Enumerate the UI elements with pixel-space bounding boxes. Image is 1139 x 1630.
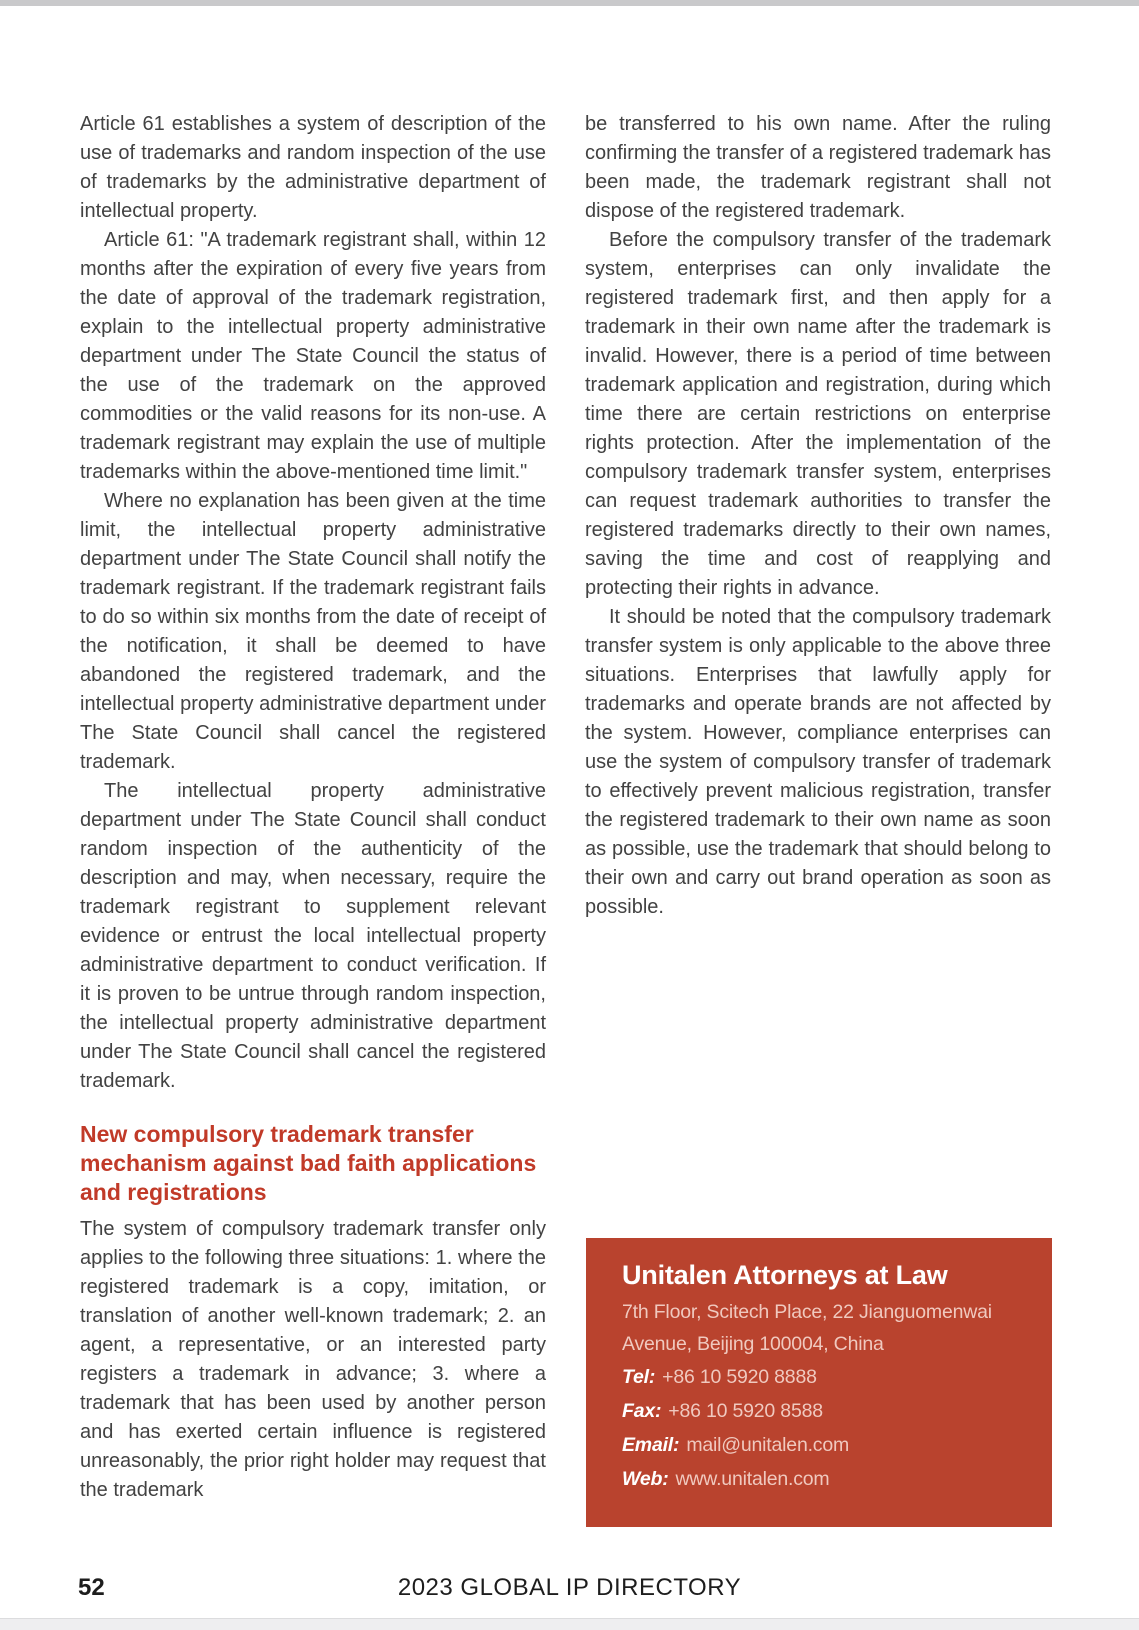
address-line: Avenue, Beijing 100004, China xyxy=(622,1333,884,1355)
contact-row xyxy=(622,1428,1020,1462)
body-paragraph: Article 61: "A trademark registrant shall, within 12 months after the expiration of every five years from the date of approval of the trademark registration, explain to the intellectual property administrative department under The State Council the status of the use of the trademark on the approved commodities or the valid reasons for its non-use. A trademark registrant may explain the use of multiple trademarks within the above-mentioned time limit." xyxy=(80,229,546,483)
contact-value: www.unitalen.com xyxy=(675,1468,830,1490)
body-paragraph: Article 61 establishes a system of description of the use of trademarks and random inspection of the use of trademarks by the administrative department of intellectual property. xyxy=(80,113,546,222)
contact-rows xyxy=(622,1360,1020,1496)
section-heading: New compulsory trademark transfer mechanism against bad faith applications and registrations xyxy=(80,1121,537,1205)
contact-label: Fax: xyxy=(622,1400,662,1422)
contact-value: +86 10 5920 8588 xyxy=(668,1400,823,1422)
publication-title: 2023 GLOBAL IP DIRECTORY xyxy=(397,1574,742,1601)
firm-name: Unitalen Attorneys at Law xyxy=(622,1260,948,1290)
contact-label: Email: xyxy=(622,1434,680,1456)
left-column xyxy=(80,110,546,1505)
body-paragraph: The intellectual property administrative department under The State Council shall conduct random inspection of the authenticity of the description and may, when necessary, require the trademark registrant to supplement relevant evidence or entrust the local intellectual property administrative department to conduct verification. If it is proven to be untrue through random inspection, the intellectual property administrative department under The State Council shall cancel the registered trademark. xyxy=(80,780,546,1092)
left-column-section-paragraphs xyxy=(80,1215,546,1505)
contact-value: mail@unitalen.com xyxy=(686,1434,850,1456)
contact-row xyxy=(622,1394,1020,1428)
body-paragraph: be transferred to his own name. After the ruling confirming the transfer of a registered trademark has been made, the trademark registrant shall not dispose of the registered trademark. xyxy=(585,113,1051,222)
firm-address xyxy=(622,1296,1020,1360)
page-number: 52 xyxy=(78,1574,105,1601)
address-line: 7th Floor, Scitech Place, 22 Jianguomenwai xyxy=(622,1301,992,1323)
contact-row xyxy=(622,1462,1020,1496)
body-paragraph: Where no explanation has been given at the time limit, the intellectual property administrative department under The State Council shall notify the trademark registrant. If the trademark registrant fails to do so within six months from the date of receipt of the notification, it shall be deemed to have abandoned the registered trademark, and the intellectual property administrative department under The State Council shall cancel the registered trademark. xyxy=(80,490,546,773)
contact-label: Tel: xyxy=(622,1366,656,1388)
contact-value: +86 10 5920 8888 xyxy=(662,1366,817,1388)
top-edge-bar xyxy=(0,0,1139,6)
right-column xyxy=(585,110,1051,922)
body-paragraph: Before the compulsory transfer of the trademark system, enterprises can only invalidate the registered trademark first, and then apply for a trademark in their own name after the trademark is invalid. However, there is a period of time between trademark application and registration, during which time there are certain restrictions on enterprise rights protection. After the implementation of the compulsory trademark transfer system, enterprises can request trademark authorities to transfer the registered trademarks directly to their own names, saving the time and cost of reapplying and protecting their rights in advance. xyxy=(585,229,1051,599)
body-paragraph: The system of compulsory trademark transfer only applies to the following three situations: 1. where the registered trademark is a copy, imitation, or translation of another well-known trademark; 2. an agent, a representative, or an interested party registers a trademark in advance; 3. where a trademark that has been used by another person and has exerted certain influence is registered unreasonably, the prior right holder may request that the trademark xyxy=(80,1218,546,1501)
body-paragraph: It should be noted that the compulsory trademark transfer system is only applicable to the above three situations. Enterprises that lawfully apply for trademarks and operate brands are not affected by the system. However, compliance enterprises can use the system of compulsory transfer of trademark to effectively prevent malicious registration, transfer the registered trademark to their own name as soon as possible, use the trademark that should belong to their own and carry out brand operation as soon as possible. xyxy=(585,606,1051,918)
contact-row xyxy=(622,1360,1020,1394)
contact-card xyxy=(586,1238,1052,1527)
left-column-intro-paragraphs xyxy=(80,110,546,1096)
contact-label: Web: xyxy=(622,1468,669,1490)
bottom-edge-bar xyxy=(0,1618,1139,1630)
